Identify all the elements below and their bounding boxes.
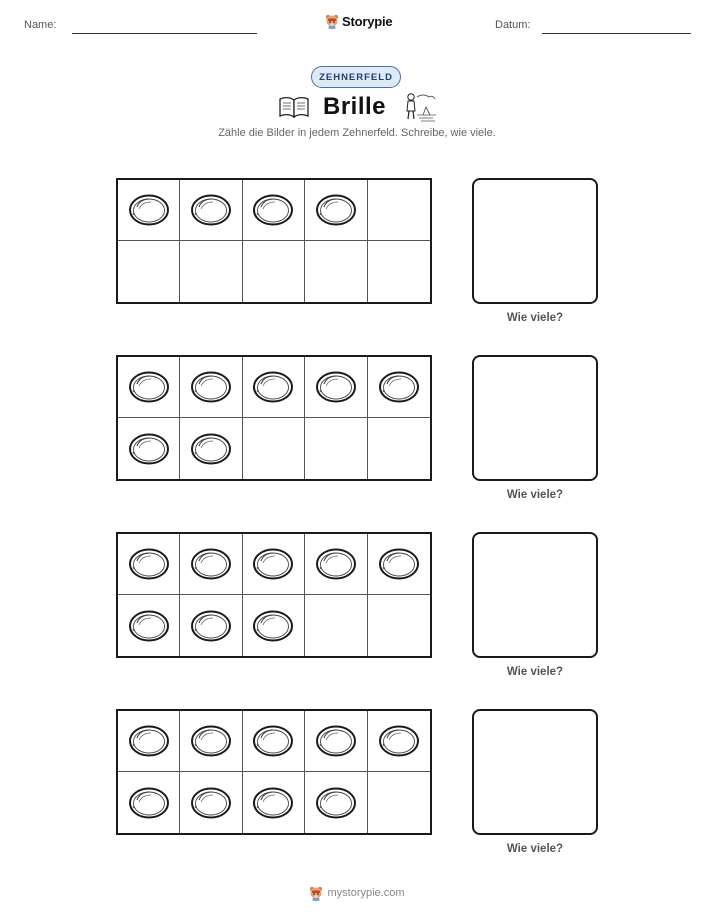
ten-frame-cell bbox=[305, 595, 367, 656]
glasses-lens-icon bbox=[377, 546, 421, 582]
ten-frame-cell bbox=[118, 180, 180, 241]
ten-frame-2 bbox=[116, 355, 432, 481]
ten-frame-cell bbox=[180, 357, 242, 418]
ten-frame-cell bbox=[305, 241, 367, 302]
ten-frame-cell bbox=[180, 418, 242, 479]
ten-frame-1 bbox=[116, 178, 432, 304]
glasses-lens-icon bbox=[314, 369, 358, 405]
ten-frame-cell bbox=[118, 241, 180, 302]
glasses-lens-icon bbox=[127, 192, 171, 228]
ten-frame-cell bbox=[368, 711, 430, 772]
glasses-lens-icon bbox=[127, 608, 171, 644]
ten-frame-cell bbox=[180, 180, 242, 241]
ten-frame-cell bbox=[243, 772, 305, 833]
glasses-lens-icon bbox=[314, 192, 358, 228]
ten-frame-cell bbox=[368, 418, 430, 479]
answer-label: Wie viele? bbox=[506, 843, 564, 855]
answer-label: Wie viele? bbox=[506, 312, 564, 324]
brand-name: Storypie bbox=[342, 13, 393, 29]
ten-frame-cell bbox=[305, 711, 367, 772]
glasses-lens-icon bbox=[127, 431, 171, 467]
ten-frame-cell bbox=[368, 357, 430, 418]
glasses-lens-icon bbox=[127, 369, 171, 405]
ten-frame-cell bbox=[243, 357, 305, 418]
brand-logo bbox=[325, 13, 392, 29]
glasses-lens-icon bbox=[251, 785, 295, 821]
title-block bbox=[279, 91, 439, 125]
glasses-lens-icon bbox=[314, 546, 358, 582]
ten-frame-cell bbox=[243, 595, 305, 656]
ten-frame-3 bbox=[116, 532, 432, 658]
ten-frame-cell bbox=[305, 180, 367, 241]
ten-frame-cell bbox=[243, 711, 305, 772]
ten-frame-cell bbox=[180, 241, 242, 302]
glasses-lens-icon bbox=[189, 723, 233, 759]
child-scene-icon bbox=[403, 91, 437, 123]
bear-mascot-icon bbox=[325, 13, 339, 29]
instructions: Zähle die Bilder in jedem Zehnerfeld. Schreibe, wie viele. bbox=[218, 127, 496, 139]
ten-frame-cell bbox=[305, 418, 367, 479]
answer-box-2[interactable] bbox=[472, 355, 598, 481]
glasses-lens-icon bbox=[127, 546, 171, 582]
answer-label: Wie viele? bbox=[506, 666, 564, 678]
glasses-lens-icon bbox=[127, 785, 171, 821]
name-label: Name: bbox=[24, 19, 57, 31]
answer-box-4[interactable] bbox=[472, 709, 598, 835]
glasses-lens-icon bbox=[189, 546, 233, 582]
answer-box-1[interactable] bbox=[472, 178, 598, 304]
ten-frame-cell bbox=[243, 180, 305, 241]
ten-frame-cell bbox=[368, 241, 430, 302]
ten-frame-cell bbox=[118, 534, 180, 595]
ten-frame-cell bbox=[180, 595, 242, 656]
ten-frame-cell bbox=[368, 180, 430, 241]
glasses-lens-icon bbox=[189, 369, 233, 405]
glasses-lens-icon bbox=[251, 723, 295, 759]
glasses-lens-icon bbox=[377, 369, 421, 405]
date-label: Datum: bbox=[495, 19, 531, 31]
ten-frame-cell bbox=[243, 241, 305, 302]
answer-box-3[interactable] bbox=[472, 532, 598, 658]
ten-frame-4 bbox=[116, 709, 432, 835]
ten-frame-cell bbox=[243, 418, 305, 479]
glasses-lens-icon bbox=[251, 369, 295, 405]
glasses-lens-icon bbox=[377, 723, 421, 759]
ten-frame-cell bbox=[305, 357, 367, 418]
ten-frame-cell bbox=[180, 772, 242, 833]
footer bbox=[0, 885, 714, 901]
ten-frame-cell bbox=[368, 595, 430, 656]
ten-frame-cell bbox=[118, 711, 180, 772]
answer-label: Wie viele? bbox=[506, 489, 564, 501]
ten-frame-cell bbox=[118, 357, 180, 418]
ten-frame-cell bbox=[368, 772, 430, 833]
page-title: Brille bbox=[323, 93, 387, 120]
glasses-lens-icon bbox=[189, 192, 233, 228]
ten-frame-cell bbox=[305, 534, 367, 595]
open-book-icon bbox=[279, 95, 309, 119]
footer-url[interactable]: mystorypie.com bbox=[327, 887, 405, 899]
ten-frame-cell bbox=[118, 418, 180, 479]
ten-frame-cell bbox=[180, 711, 242, 772]
glasses-lens-icon bbox=[251, 192, 295, 228]
glasses-lens-icon bbox=[251, 608, 295, 644]
ten-frame-cell bbox=[305, 772, 367, 833]
glasses-lens-icon bbox=[314, 785, 358, 821]
worksheet-type-badge: ZEHNERFELD bbox=[311, 66, 401, 88]
glasses-lens-icon bbox=[251, 546, 295, 582]
ten-frame-cell bbox=[180, 534, 242, 595]
glasses-lens-icon bbox=[189, 785, 233, 821]
date-line[interactable] bbox=[542, 33, 691, 34]
bear-mascot-icon bbox=[309, 885, 323, 901]
glasses-lens-icon bbox=[127, 723, 171, 759]
glasses-lens-icon bbox=[189, 608, 233, 644]
ten-frame-cell bbox=[368, 534, 430, 595]
ten-frame-cell bbox=[118, 595, 180, 656]
glasses-lens-icon bbox=[314, 723, 358, 759]
ten-frame-cell bbox=[243, 534, 305, 595]
name-line[interactable] bbox=[72, 33, 257, 34]
ten-frame-cell bbox=[118, 772, 180, 833]
glasses-lens-icon bbox=[189, 431, 233, 467]
